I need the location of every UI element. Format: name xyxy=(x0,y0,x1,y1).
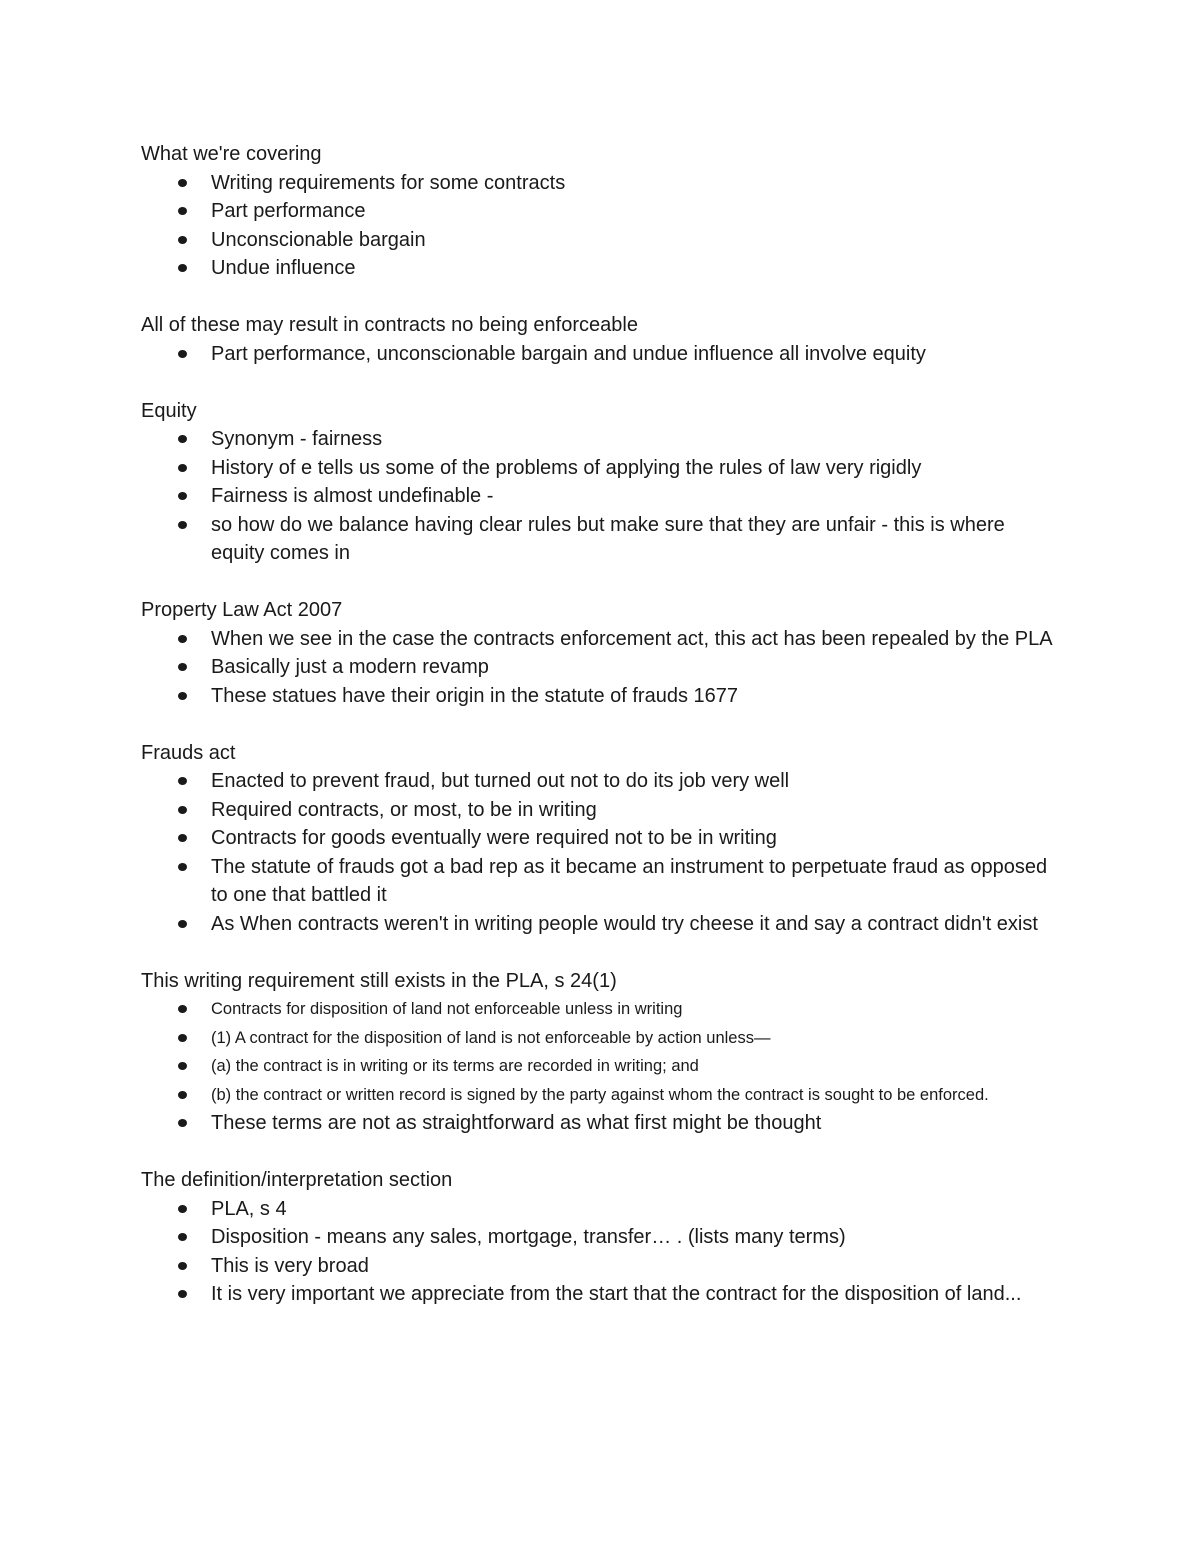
bullet-icon xyxy=(178,264,187,272)
list-item xyxy=(141,653,1081,682)
list-item xyxy=(141,197,1081,226)
bullet-icon xyxy=(178,1262,187,1270)
section-enforceable xyxy=(141,311,1081,368)
list-item-text: Enacted to prevent fraud, but turned out not to do its job very well xyxy=(211,770,790,792)
bullet-list xyxy=(141,1195,1081,1309)
list-item xyxy=(141,1223,1081,1252)
bullet-icon xyxy=(178,179,187,187)
bullet-icon xyxy=(178,1119,187,1127)
section-writing-requirement xyxy=(141,967,1081,1138)
bullet-icon xyxy=(178,236,187,244)
list-item xyxy=(141,1280,1081,1309)
list-item xyxy=(141,1052,1081,1081)
document-body xyxy=(141,140,1081,1337)
list-item-text: Disposition - means any sales, mortgage, transfer… . (lists many terms) xyxy=(211,1226,846,1248)
list-item-text: History of e tells us some of the problems of applying the rules of law very rigidly xyxy=(211,456,922,479)
list-item-text: Unconscionable bargain xyxy=(211,228,426,251)
section-covering xyxy=(141,140,1081,283)
bullet-icon xyxy=(178,806,187,814)
bullet-list xyxy=(141,169,1081,283)
bullet-list xyxy=(141,425,1081,568)
list-item-text: Undue influence xyxy=(211,257,356,279)
bullet-icon xyxy=(178,692,187,700)
bullet-list xyxy=(141,995,1081,1138)
section-heading: Property Law Act 2007 xyxy=(141,599,343,621)
bullet-icon xyxy=(178,1005,187,1013)
list-item-text: (a) the contract is in writing or its terms are recorded in writing; and xyxy=(211,1057,699,1075)
bullet-icon xyxy=(178,492,187,500)
list-item xyxy=(141,1024,1081,1053)
list-item-text: Fairness is almost undefinable - xyxy=(211,485,494,507)
list-item-text: Synonym - fairness xyxy=(211,428,383,450)
list-item xyxy=(141,1252,1081,1281)
bullet-icon xyxy=(178,1233,187,1241)
bullet-icon xyxy=(178,1290,187,1298)
bullet-icon xyxy=(178,1062,187,1070)
list-item-text: As When contracts weren't in writing people would try cheese it and say a contract didn't exist xyxy=(211,912,1038,935)
list-item-text: so how do we balance having clear rules but make sure that they are unfair - this is where equity comes in xyxy=(211,513,1005,564)
list-item-text: When we see in the case the contracts enforcement act, this act has been repealed by the PLA xyxy=(211,627,1053,650)
list-item-text: PLA, s 4 xyxy=(211,1197,287,1220)
section-heading: All of these may result in contracts no being enforceable xyxy=(141,314,638,336)
list-item xyxy=(141,340,1081,369)
bullet-icon xyxy=(178,207,187,215)
bullet-icon xyxy=(178,777,187,785)
list-item xyxy=(141,425,1081,454)
list-item xyxy=(141,625,1081,654)
list-item-text: These statues have their origin in the statute of frauds 1677 xyxy=(211,684,738,707)
list-item xyxy=(141,226,1081,255)
bullet-icon xyxy=(178,635,187,643)
list-item xyxy=(141,824,1081,853)
list-item-text: (b) the contract or written record is signed by the party against whom the contract is sought to be enforced. xyxy=(211,1085,989,1104)
list-item-text: Basically just a modern revamp xyxy=(211,656,489,678)
section-frauds-act xyxy=(141,739,1081,939)
list-item-text: Writing requirements for some contracts xyxy=(211,171,566,194)
list-item xyxy=(141,1081,1081,1110)
bullet-list xyxy=(141,625,1081,711)
list-item-text: These terms are not as straightforward as what first might be thought xyxy=(211,1112,822,1134)
section-heading: Equity xyxy=(141,399,197,422)
list-item-text: Part performance, unconscionable bargain and undue influence all involve equity xyxy=(211,342,926,365)
list-item xyxy=(141,767,1081,796)
section-heading: This writing requirement still exists in the PLA, s 24(1) xyxy=(141,969,617,992)
list-item xyxy=(141,682,1081,711)
bullet-icon xyxy=(178,1091,187,1099)
bullet-icon xyxy=(178,1205,187,1213)
bullet-icon xyxy=(178,521,187,529)
bullet-icon xyxy=(178,663,187,671)
list-item xyxy=(141,454,1081,483)
bullet-icon xyxy=(178,464,187,472)
section-heading: What we're covering xyxy=(141,143,322,165)
list-item xyxy=(141,169,1081,198)
bullet-icon xyxy=(178,350,187,358)
list-item-text: (1) A contract for the disposition of land is not enforceable by action unless— xyxy=(211,1028,771,1047)
list-item xyxy=(141,482,1081,511)
list-item xyxy=(141,1109,1081,1138)
bullet-icon xyxy=(178,435,187,443)
list-item-text: Contracts for disposition of land not enforceable unless in writing xyxy=(211,1000,683,1018)
section-definition xyxy=(141,1166,1081,1309)
section-heading: Frauds act xyxy=(141,741,236,764)
bullet-icon xyxy=(178,920,187,928)
list-item-text: This is very broad xyxy=(211,1254,369,1277)
section-heading: The definition/interpretation section xyxy=(141,1169,453,1191)
list-item xyxy=(141,995,1081,1024)
bullet-icon xyxy=(178,1034,187,1042)
list-item xyxy=(141,254,1081,283)
list-item xyxy=(141,853,1081,910)
section-equity xyxy=(141,397,1081,568)
list-item-text: Contracts for goods eventually were required not to be in writing xyxy=(211,827,777,849)
list-item-text: Part performance xyxy=(211,200,366,222)
bullet-list xyxy=(141,340,1081,369)
list-item-text: It is very important we appreciate from the start that the contract for the disposition of land... xyxy=(211,1283,1022,1305)
list-item xyxy=(141,796,1081,825)
bullet-list xyxy=(141,767,1081,938)
bullet-icon xyxy=(178,863,187,871)
list-item-text: Required contracts, or most, to be in writing xyxy=(211,798,597,821)
list-item xyxy=(141,511,1081,568)
section-property-law-act xyxy=(141,596,1081,710)
list-item xyxy=(141,1195,1081,1224)
list-item-text: The statute of frauds got a bad rep as it became an instrument to perpetuate fraud as opposed to one that battled it xyxy=(211,855,1048,906)
list-item xyxy=(141,910,1081,939)
bullet-icon xyxy=(178,834,187,842)
